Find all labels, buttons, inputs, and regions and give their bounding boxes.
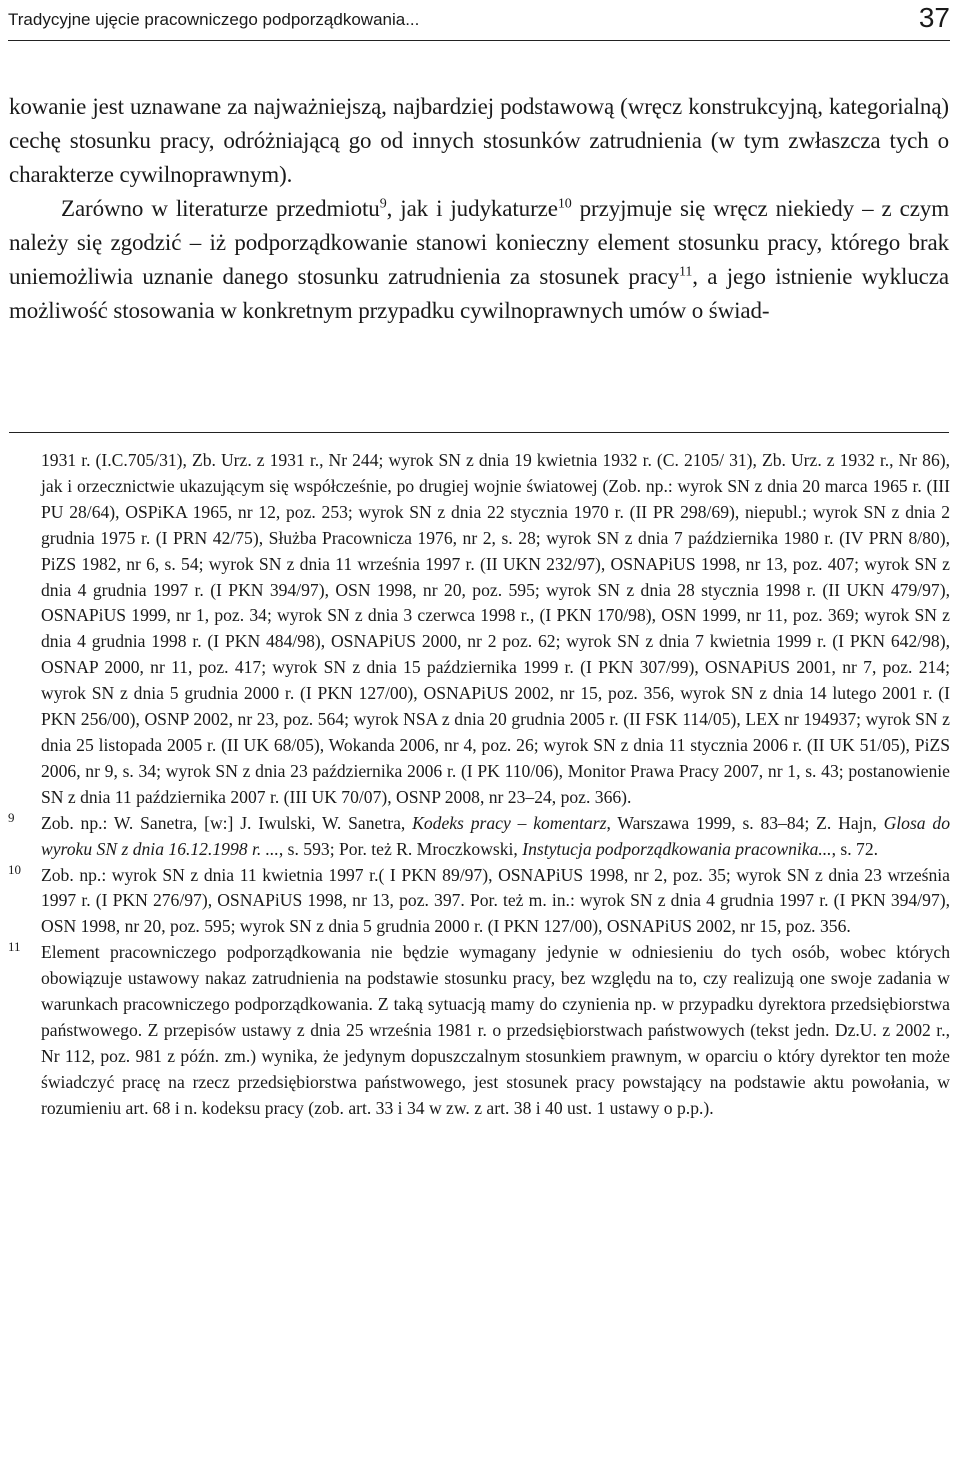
footnote-number: 10 — [8, 861, 21, 877]
footnote-text: Element pracowniczego podporządkowania nie będzie wymagany jedynie w odniesieniu do tych osób, wobec których obowiązuje ustawowy nakaz zatrudnienia na podstawie stosunku pracy, bez względu na to, czy realizują one swoje zadania w warunkach pracowniczego podporządkowania. Z taką sytuacją mamy do czynienia np. w przypadku dyrektora przedsiębiorstwa państwowego. Z przepisów ustawy z dnia 25 września 1981 r. o przedsiębiorstwach państwowych (tekst jedn. Dz.U. z 2002 r., Nr 112, poz. 981 z późn. zm.) wynika, że jedynym dopuszczalnym stosunkiem prawnym, w oparciu o który dyrektor ten może świadczyć pracę na rzecz przedsiębiorstwa państwowego, jest stosunek pracy powstający na podstawie aktu powołania, w rozumieniu art. 68 i n. kodeksu pracy (zob. art. 33 i 34 w zw. z art. 38 i 40 ust. 1 ustawy o p.p.). — [41, 942, 950, 1118]
footnote-ref-9[interactable]: 9 — [379, 196, 387, 212]
footnote-number: 11 — [8, 939, 21, 955]
footnote-text: Zob. np.: W. Sanetra, [w:] J. Iwulski, W. Sanetra, — [41, 812, 413, 833]
footnote-continuation: 1931 r. (I.C.705/31), Zb. Urz. z 1931 r., Nr 244; wyrok SN z dnia 19 kwietnia 1932 r. (C. 2105/ 31), Zb. Urz. z 1932 r., Nr 86), jak i orzecznictwie ukazującym się współcześnie, po drugiej wojnie światowej (Zob. np.: wyrok SN z dnia 20 marca 1965 r. (III PU 28/64), OSPiKA 1965, nr 12, poz. 253; wyrok SN z dnia 22 stycznia 1970 r. (II PR 298/69), niepubl.; wyrok SN z dnia 2 grudnia 1975 r. (I PRN 42/75), Służba Pracownicza 1976, nr 2, s. 28; wyrok SN z dnia 7 października 1980 r. (IV PRN 8/80), PiZS 1982, nr 6, s. 54; wyrok SN z dnia 11 września 1997 r. (II UKN 232/97), OSNAPiUS 1998, nr 13, poz. 407; wyrok SN z dnia 4 grudnia 1997 r. (I PKN 394/97), OSN 1998, nr 20, poz. 595; wyrok SN z dnia 28 stycznia 1998 r. (II UKN 479/97), OSNAPiUS 1999, nr 1, poz. 34; wyrok SN z dnia 3 czerwca 1998 r., (I PKN 170/98), OSN 1999, nr 11, poz. 369; wyrok SN z dnia 4 grudnia 1998 r. (I PKN 484/98), OSNAPiUS 2000, nr 2 poz. 62; wyrok SN z dnia 7 kwietnia 1999 r. (I PKN 642/98), OSNAP 2000, nr 11, poz. 417; wyrok SN z dnia 15 października 1999 r. (I PKN 307/99), OSNAPiUS 2001, nr 7, poz. 214; wyrok SN z dnia 5 grudnia 2000 r. (I PKN 127/00), OSNAPiUS 2002, nr 15, poz. 356, wyrok SN z dnia 14 lutego 2001 r. (I PKN 256/00), OSNP 2002, nr 23, poz. 564; wyrok NSA z dnia 20 grudnia 2005 r. (II FSK 114/05), LEX nr 194937; wyrok SN z dnia 25 listopada 2005 r. (II UK 68/05), Wokanda 2006, nr 4, poz. 26; wyrok SN z dnia 11 stycznia 2006 r. (II UK 51/05), PiZS 2006, nr 9, s. 34; wyrok SN z dnia 23 października 2006 r. (I PK 110/06), Monitor Prawa Pracy 2007, nr 1, s. 43; postanowienie SN z dnia 11 października 2007 r. (III UK 70/07), OSNP 2008, nr 23–24, poz. 366). — [41, 450, 950, 807]
footnote-text: , s. 593; Por. też R. Mroczkowski, — [278, 838, 523, 859]
footnotes — [8, 448, 950, 1122]
footnote-9 — [8, 811, 950, 863]
paragraph-2-part-d: , a jego istnienie wyklucza możliwość stosowania w konkretnym przypadku cywilnoprawnych umów o świad- — [9, 264, 949, 323]
footnote-10 — [8, 863, 950, 941]
citation-title: Glosa do wyroku SN z dnia 16.12.1998 r. ... — [41, 812, 951, 859]
footnote-number: 9 — [8, 809, 15, 825]
paragraph-2 — [9, 192, 949, 328]
citation-title: Instytucja podporządkowania pracownika... — [522, 838, 832, 859]
footnote-text: , s. 72. — [831, 838, 879, 859]
paragraph-2-part-a: Zarówno w literaturze przedmiotu — [61, 196, 380, 221]
main-text — [9, 90, 949, 328]
footnote-text: Zob. np.: wyrok SN z dnia 11 kwietnia 1997 r.( I PKN 89/97), OSNAPiUS 1998, nr 2, poz. 35; wyrok SN z dnia 23 września 1997 r. (I PKN 276/97), OSNAPiUS 1998, nr 13, poz. 397. Por. też m. in.: wyrok SN z dnia 4 grudnia 1997 r. (I PKN 394/97), OSN 1998, nr 20, poz. 595; wyrok SN z dnia 5 grudnia 2000 r. (I PKN 127/00), OSNAPiUS 2002, nr 15, poz. 356. — [41, 864, 950, 937]
footnote-separator — [9, 432, 949, 433]
paragraph-1: kowanie jest uznawane za najważniejszą, najbardziej podstawową (wręcz konstrukcyjną, kategorialną) cechę stosunku pracy, odróżniającą go od innych stosunków zatrudnienia (w tym zwłaszcza tych o charakterze cywilnoprawnym). — [9, 94, 949, 187]
footnote-11 — [8, 940, 950, 1121]
paragraph-2-part-b: , jak i judykaturze — [386, 196, 558, 221]
footnote-text: , Warszawa 1999, s. 83–84; Z. Hajn, — [606, 812, 884, 833]
footnote-ref-11[interactable]: 11 — [679, 264, 693, 280]
paragraph-2-part-c: przyjmuje się wręcz niekiedy – z czym należy się zgodzić – iż podporządkowanie stanowi konieczny element stosunku pracy, którego brak uniemożliwia uznanie danego stosunku zatrudnienia za stosunek pracy — [9, 196, 949, 289]
citation-title: Kodeks pracy – komentarz — [412, 812, 607, 833]
footnote-ref-10[interactable]: 10 — [557, 196, 572, 212]
running-title: Tradycyjne ujęcie pracowniczego podporządkowania... — [8, 10, 420, 29]
page-header — [8, 4, 950, 41]
page-number: 37 — [918, 2, 950, 33]
